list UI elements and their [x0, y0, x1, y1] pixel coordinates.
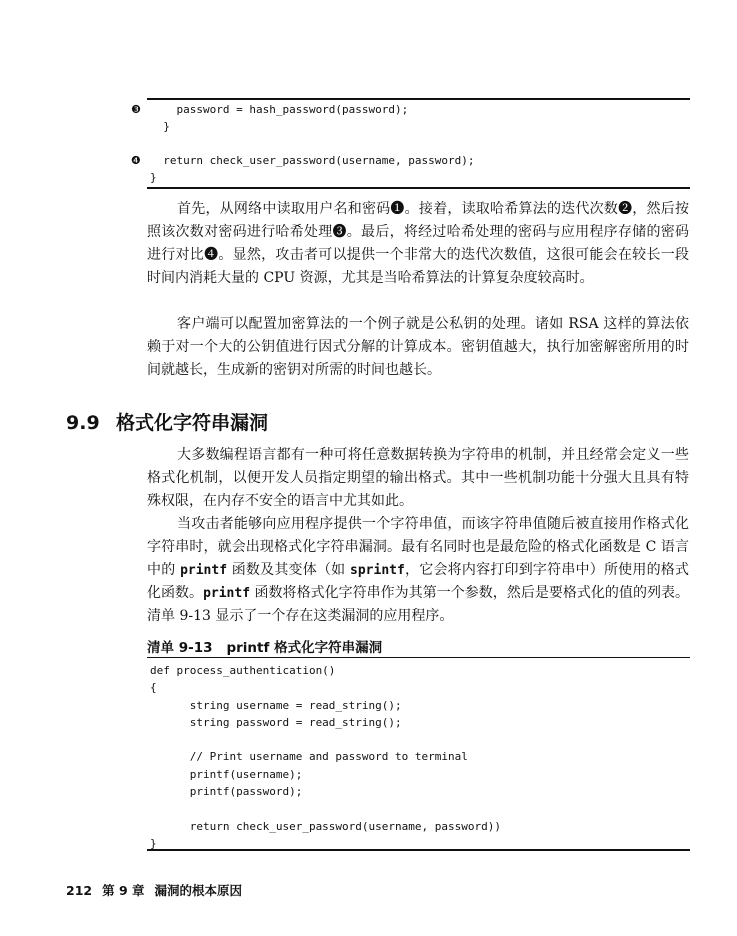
chapter-title: 漏洞的根本原因: [154, 883, 243, 898]
listing-bottom-rule: [147, 187, 690, 189]
code-line: password = hash_password(password);: [150, 103, 409, 116]
listing-top-rule: [147, 98, 690, 100]
listing-title: printf 格式化字符串漏洞: [226, 640, 383, 656]
code-line: }: [150, 171, 157, 184]
paragraph-text: 函数将格式化字符串作为其第一个参数，然后是要格式化的值的列表。清单 9-13 显示了一个存在这类漏洞的应用程序。: [147, 585, 690, 624]
paragraph-text: ，它会将内容打印到字符串中）所使用的格式化函数。: [147, 562, 689, 601]
inline-code: sprintf: [350, 563, 405, 578]
code-block: def process_authentication() { string username = read_string(); string password = read_string(); // Print username and password to terminal printf(username); printf(password); return check_user_password(username, password)) }: [150, 664, 501, 850]
listing-label: 清单 9-13: [147, 640, 213, 656]
inline-code: printf: [180, 563, 228, 578]
section-heading: [66, 408, 268, 435]
inline-code: printf: [203, 586, 251, 601]
page-number: 212: [66, 883, 93, 898]
section-number: 9.9: [66, 412, 100, 434]
listing-bottom-rule: [147, 849, 690, 851]
section-title: 格式化字符串漏洞: [116, 412, 269, 434]
code-line: }: [150, 120, 170, 133]
listing-top-rule: [147, 657, 690, 658]
chapter-label: 第 9 章: [102, 883, 145, 898]
page-footer: [66, 881, 252, 899]
intro-paragraph: 首先，从网络中读取用户名和密码❶。接着，读取哈希算法的迭代次数❷，然后按照该次数对密码进行哈希处理❸。最后，将经过哈希处理的密码与应用程序存储的密码进行对比❹。显然，攻击者可以提供一个非常大的迭代次数值，这很可能会在较长一段时间内消耗大量的 CPU 资源，尤其是当哈希算法的计算复杂度较高时。: [147, 201, 689, 286]
section-paragraph: 大多数编程语言都有一种可将任意数据转换为字符串的机制，并且经常会定义一些格式化机制，以便开发人员指定期望的输出格式。其中一些机制功能十分强大且具有特殊权限，在内存不安全的语言中尤其如此。: [147, 447, 689, 509]
section-paragraph: [147, 513, 689, 628]
paragraph-text: 函数及其变体（如: [227, 562, 351, 578]
paragraph-text: 当攻击者能够向应用程序提供一个字符串值，而该字符串值随后被直接用作格式化字符串时，就会出现格式化字符串漏洞。最有名同时也是最危险的格式化函数是 C 语言中的: [147, 516, 689, 578]
listing-caption: [147, 636, 382, 656]
callout-marker-3: ❸: [131, 103, 141, 116]
callout-marker-4: ❹: [131, 154, 141, 167]
intro-paragraph: 客户端可以配置加密算法的一个例子就是公私钥的处理。诸如 RSA 这样的算法依赖于对一个大的公钥值进行因式分解的计算成本。密钥值越大，执行加密解密所用的时间就越长，生成新的密钥对所需的时间也越长。: [147, 316, 689, 378]
code-line: return check_user_password(username, password);: [150, 154, 475, 167]
